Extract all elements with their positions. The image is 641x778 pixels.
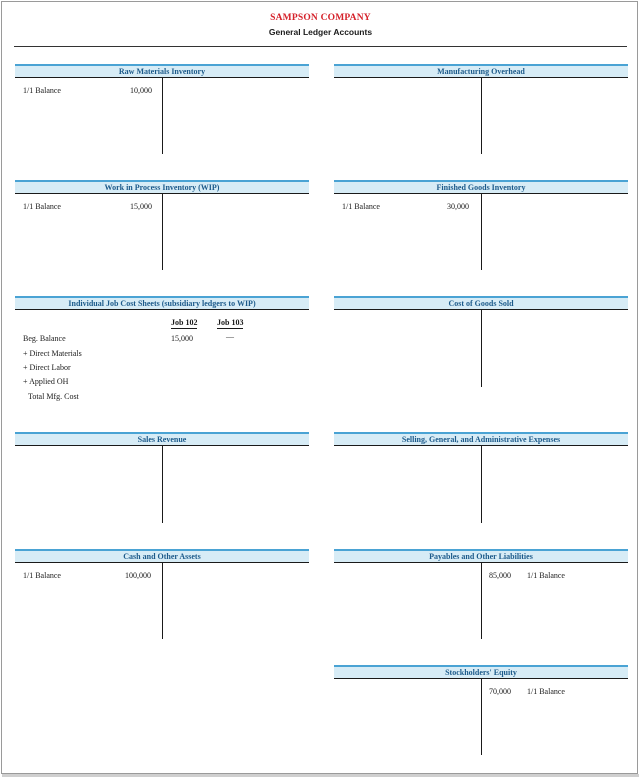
balance-value: 85,000 — [489, 571, 511, 580]
t-account-divider — [162, 446, 163, 523]
account-title: Finished Goods Inventory — [334, 180, 628, 194]
t-account-divider — [162, 78, 163, 154]
t-account-divider — [481, 446, 482, 523]
balance-label: 1/1 Balance — [527, 687, 565, 696]
t-account-divider — [481, 563, 482, 639]
t-account-divider — [481, 310, 482, 387]
page-frame — [1, 1, 638, 774]
account-title: Individual Job Cost Sheets (subsidiary ledgers to WIP) — [15, 296, 309, 310]
company-name: SAMPSON COMPANY — [270, 13, 371, 23]
balance-value: 15,000 — [130, 202, 152, 211]
account-title: Cost of Goods Sold — [334, 296, 628, 310]
balance-value: 100,000 — [125, 571, 151, 580]
job-103-beg-balance: — — [226, 332, 234, 341]
balance-label: 1/1 Balance — [342, 202, 380, 211]
account-title: Selling, General, and Administrative Expenses — [334, 432, 628, 446]
account-title: Manufacturing Overhead — [334, 64, 628, 78]
balance-value: 70,000 — [489, 687, 511, 696]
balance-label: 1/1 Balance — [527, 571, 565, 580]
row-label: Beg. Balance — [23, 334, 66, 343]
t-account-divider — [481, 194, 482, 270]
account-title: Raw Materials Inventory — [15, 64, 309, 78]
header-divider — [14, 46, 627, 47]
balance-label: 1/1 Balance — [23, 571, 61, 580]
row-label: Total Mfg. Cost — [28, 392, 79, 401]
balance-value: 10,000 — [130, 86, 152, 95]
balance-value: 30,000 — [447, 202, 469, 211]
job-102-header: Job 102 — [171, 318, 198, 327]
row-label: + Applied OH — [23, 377, 69, 386]
page-shadow — [2, 774, 639, 777]
row-label: + Direct Materials — [23, 349, 82, 358]
t-account-divider — [162, 194, 163, 270]
account-title: Payables and Other Liabilities — [334, 549, 628, 563]
t-account-divider — [481, 78, 482, 154]
t-account-divider — [481, 679, 482, 755]
page-subtitle: General Ledger Accounts — [268, 27, 373, 37]
account-title: Work in Process Inventory (WIP) — [15, 180, 309, 194]
job-102-beg-balance: 15,000 — [171, 334, 193, 343]
account-title: Cash and Other Assets — [15, 549, 309, 563]
row-label: + Direct Labor — [23, 363, 71, 372]
job-103-header: Job 103 — [217, 318, 244, 327]
balance-label: 1/1 Balance — [23, 86, 61, 95]
t-account-divider — [162, 563, 163, 639]
balance-label: 1/1 Balance — [23, 202, 61, 211]
account-title: Stockholders' Equity — [334, 665, 628, 679]
account-title: Sales Revenue — [15, 432, 309, 446]
